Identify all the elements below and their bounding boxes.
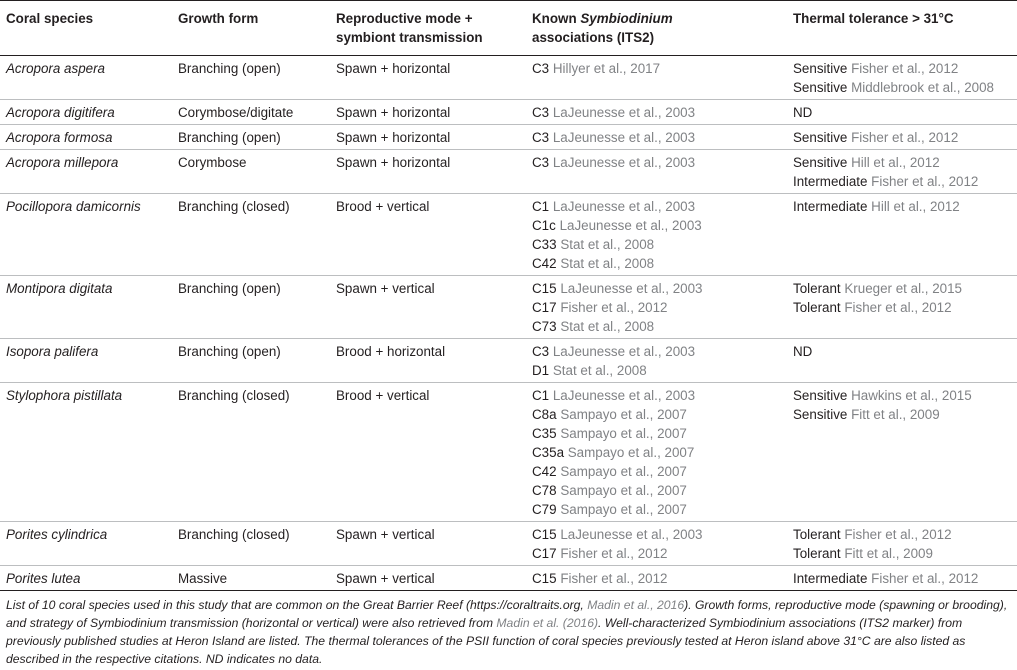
citation-link[interactable]: Sampayo et al., 2007 xyxy=(560,407,687,422)
species-cell: Porites lutea xyxy=(0,566,172,591)
citation-link[interactable]: Fisher et al., 2012 xyxy=(851,61,959,76)
clade-type: C3 xyxy=(532,344,550,359)
table-row xyxy=(0,150,1017,194)
thermal-tolerance-cell xyxy=(787,56,1017,100)
thermal-entry xyxy=(793,279,1011,298)
citation-link[interactable]: Hawkins et al., 2015 xyxy=(851,388,972,403)
growth-form-cell: Corymbose/digitate xyxy=(172,100,330,125)
tolerance-status: Sensitive xyxy=(793,80,848,95)
header-coral-species: Coral species xyxy=(0,1,172,56)
header-row xyxy=(0,1,1017,56)
citation-link[interactable]: LaJeunesse et al., 2003 xyxy=(552,388,696,403)
caption-citation-1[interactable]: Madin et al., 2016 xyxy=(587,598,685,612)
association-entry xyxy=(532,569,781,588)
symbiont-associations-cell xyxy=(526,383,787,522)
caption-part-2: ). Growth forms, reproductive mode (spawning or brooding), and strategy of Symbiodinium transmission (horizontal or vertical) were also retrieved from xyxy=(6,598,1008,630)
reproductive-mode-cell: Spawn + horizontal xyxy=(330,125,526,150)
citation-link[interactable]: LaJeunesse et al., 2003 xyxy=(559,218,702,233)
species-cell: Acropora millepora xyxy=(0,150,172,194)
association-entry xyxy=(532,298,781,317)
citation-link[interactable]: LaJeunesse et al., 2003 xyxy=(560,281,703,296)
citation-link[interactable]: LaJeunesse et al., 2003 xyxy=(552,199,696,214)
clade-type: C35 xyxy=(532,426,557,441)
thermal-tolerance-cell xyxy=(787,125,1017,150)
species-cell: Isopora palifera xyxy=(0,339,172,383)
thermal-entry xyxy=(793,128,1011,147)
tolerance-status: Sensitive xyxy=(793,407,848,422)
citation-link[interactable]: Fitt et al., 2009 xyxy=(844,546,933,561)
reproductive-mode-cell: Brood + horizontal xyxy=(330,339,526,383)
table-row xyxy=(0,276,1017,339)
symbiont-associations-cell xyxy=(526,150,787,194)
species-cell: Stylophora pistillata xyxy=(0,383,172,522)
association-entry xyxy=(532,317,781,336)
association-entry xyxy=(532,342,781,361)
clade-type: C8a xyxy=(532,407,557,422)
citation-link[interactable]: LaJeunesse et al., 2003 xyxy=(560,527,703,542)
citation-link[interactable]: LaJeunesse et al., 2003 xyxy=(552,344,696,359)
citation-link[interactable]: LaJeunesse et al., 2003 xyxy=(552,105,696,120)
growth-form-cell: Branching (open) xyxy=(172,56,330,100)
citation-link[interactable]: Fisher et al., 2012 xyxy=(844,300,952,315)
growth-form-cell: Branching (open) xyxy=(172,125,330,150)
association-entry xyxy=(532,443,781,462)
association-entry xyxy=(532,235,781,254)
growth-form-cell: Branching (open) xyxy=(172,276,330,339)
clade-type: C35a xyxy=(532,445,565,460)
clade-type: C3 xyxy=(532,130,550,145)
thermal-entry xyxy=(793,172,1011,191)
caption-part-1: List of 10 coral species used in this study that are common on the Great Barrier Reef (https://coraltraits.org, xyxy=(6,598,588,612)
growth-form-cell: Branching (closed) xyxy=(172,194,330,276)
association-entry xyxy=(532,197,781,216)
clade-type: C15 xyxy=(532,571,557,586)
growth-form-cell: Corymbose xyxy=(172,150,330,194)
header-symbiodinium-associations xyxy=(526,1,787,56)
clade-type: C42 xyxy=(532,256,557,271)
clade-type: C1 xyxy=(532,199,550,214)
growth-form-cell: Massive xyxy=(172,566,330,591)
tolerance-status: Sensitive xyxy=(793,388,848,403)
citation-link[interactable]: Fitt et al., 2009 xyxy=(851,407,940,422)
reproductive-mode-cell: Spawn + vertical xyxy=(330,276,526,339)
tolerance-status: Tolerant xyxy=(793,546,841,561)
clade-type: C3 xyxy=(532,155,550,170)
thermal-tolerance-cell xyxy=(787,339,1017,383)
citation-link[interactable]: Fisher et al., 2012 xyxy=(844,527,952,542)
thermal-tolerance-cell xyxy=(787,100,1017,125)
clade-type: C17 xyxy=(532,300,557,315)
table-row xyxy=(0,522,1017,566)
clade-type: C78 xyxy=(532,483,557,498)
species-cell: Acropora digitifera xyxy=(0,100,172,125)
clade-type: C15 xyxy=(532,281,557,296)
symbiont-associations-cell xyxy=(526,100,787,125)
association-entry xyxy=(532,481,781,500)
association-entry xyxy=(532,254,781,273)
citation-link[interactable]: Stat et al., 2008 xyxy=(560,237,655,252)
tolerance-status: Sensitive xyxy=(793,155,848,170)
thermal-tolerance-cell xyxy=(787,383,1017,522)
citation-link[interactable]: Sampayo et al., 2007 xyxy=(567,445,695,460)
growth-form-cell: Branching (closed) xyxy=(172,522,330,566)
species-cell: Acropora formosa xyxy=(0,125,172,150)
table-row xyxy=(0,194,1017,276)
thermal-entry xyxy=(793,342,1011,361)
symbiont-associations-cell xyxy=(526,566,787,591)
association-entry xyxy=(532,544,781,563)
header-assoc-line2: associations (ITS2) xyxy=(532,30,655,45)
citation-link[interactable]: Stat et al., 2008 xyxy=(560,319,655,334)
caption-part-3: . Well-characterized Symbiodinium associations (ITS2 marker) from previously published studies at Heron Island are listed. The thermal tolerances of the PSII function of coral species previously tested at Heron island above 31°C are also listed as described in the respective citations. ND indicates no data. xyxy=(6,616,966,666)
association-entry xyxy=(532,500,781,519)
citation-link[interactable]: Fisher et al., 2012 xyxy=(871,174,979,189)
citation-link[interactable]: Sampayo et al., 2007 xyxy=(560,426,687,441)
caption-citation-2[interactable]: Madin et al. (2016) xyxy=(496,616,599,630)
tolerance-status: Sensitive xyxy=(793,130,848,145)
clade-type: C73 xyxy=(532,319,557,334)
citation-link[interactable]: Hillyer et al., 2017 xyxy=(552,61,661,76)
association-entry xyxy=(532,103,781,122)
association-entry xyxy=(532,216,781,235)
association-entry xyxy=(532,361,781,380)
clade-type: C42 xyxy=(532,464,557,479)
citation-link[interactable]: Fisher et al., 2012 xyxy=(560,546,668,561)
reproductive-mode-cell: Spawn + horizontal xyxy=(330,100,526,125)
association-entry xyxy=(532,525,781,544)
symbiont-associations-cell xyxy=(526,194,787,276)
citation-link[interactable]: Middlebrook et al., 2008 xyxy=(851,80,995,95)
tolerance-status: Tolerant xyxy=(793,300,841,315)
table-row xyxy=(0,125,1017,150)
table-row xyxy=(0,100,1017,125)
thermal-entry xyxy=(793,298,1011,317)
citation-link[interactable]: Sampayo et al., 2007 xyxy=(560,483,687,498)
header-assoc-genus: Symbiodinium xyxy=(580,11,673,26)
citation-link[interactable]: Hill et al., 2012 xyxy=(871,199,960,214)
species-cell: Porites cylindrica xyxy=(0,522,172,566)
header-assoc-prefix: Known xyxy=(532,11,581,26)
table-row xyxy=(0,56,1017,100)
header-repro-line1: Reproductive mode + xyxy=(336,11,473,26)
reproductive-mode-cell: Spawn + horizontal xyxy=(330,150,526,194)
species-cell: Pocillopora damicornis xyxy=(0,194,172,276)
association-entry xyxy=(532,128,781,147)
citation-link[interactable]: LaJeunesse et al., 2003 xyxy=(552,130,696,145)
thermal-entry xyxy=(793,153,1011,172)
citation-link[interactable]: Fisher et al., 2012 xyxy=(851,130,959,145)
clade-type: C3 xyxy=(532,61,550,76)
citation-link[interactable]: Fisher et al., 2012 xyxy=(871,571,979,586)
thermal-tolerance-cell xyxy=(787,522,1017,566)
thermal-entry xyxy=(793,525,1011,544)
citation-link[interactable]: Fisher et al., 2012 xyxy=(560,300,668,315)
citation-link[interactable]: Sampayo et al., 2007 xyxy=(560,502,687,517)
citation-link[interactable]: Hill et al., 2012 xyxy=(851,155,940,170)
thermal-tolerance-cell xyxy=(787,276,1017,339)
tolerance-status: Intermediate xyxy=(793,571,868,586)
table-row xyxy=(0,566,1017,591)
thermal-entry xyxy=(793,405,1011,424)
thermal-entry xyxy=(793,544,1011,563)
clade-type: C1 xyxy=(532,388,550,403)
symbiont-associations-cell xyxy=(526,125,787,150)
species-cell: Acropora aspera xyxy=(0,56,172,100)
tolerance-status: ND xyxy=(793,105,813,120)
header-thermal-tolerance: Thermal tolerance > 31°C xyxy=(787,1,1017,56)
table-header xyxy=(0,1,1017,56)
association-entry xyxy=(532,405,781,424)
citation-link[interactable]: Fisher et al., 2012 xyxy=(560,571,668,586)
growth-form-cell: Branching (open) xyxy=(172,339,330,383)
association-entry xyxy=(532,279,781,298)
tolerance-status: Tolerant xyxy=(793,527,841,542)
tolerance-status: Tolerant xyxy=(793,281,841,296)
table-body xyxy=(0,56,1017,591)
symbiont-associations-cell xyxy=(526,522,787,566)
clade-type: C79 xyxy=(532,502,557,517)
reproductive-mode-cell: Spawn + vertical xyxy=(330,566,526,591)
citation-link[interactable]: Stat et al., 2008 xyxy=(552,363,647,378)
table-row xyxy=(0,339,1017,383)
thermal-entry xyxy=(793,386,1011,405)
clade-type: C15 xyxy=(532,527,557,542)
citation-link[interactable]: LaJeunesse et al., 2003 xyxy=(552,155,696,170)
table-row xyxy=(0,383,1017,522)
citation-link[interactable]: Sampayo et al., 2007 xyxy=(560,464,687,479)
reproductive-mode-cell: Spawn + horizontal xyxy=(330,56,526,100)
reproductive-mode-cell: Brood + vertical xyxy=(330,383,526,522)
thermal-entry xyxy=(793,197,1011,216)
table-caption xyxy=(6,596,1010,668)
symbiont-associations-cell xyxy=(526,276,787,339)
tolerance-status: Intermediate xyxy=(793,174,868,189)
thermal-entry-group xyxy=(793,59,1011,97)
tolerance-status: ND xyxy=(793,344,813,359)
tolerance-status: Sensitive xyxy=(793,61,848,76)
symbiont-associations-cell xyxy=(526,56,787,100)
clade-type: C33 xyxy=(532,237,557,252)
symbiont-associations-cell xyxy=(526,339,787,383)
clade-type: C17 xyxy=(532,546,557,561)
tolerance-status: Intermediate xyxy=(793,199,868,214)
thermal-entry xyxy=(793,569,1011,588)
association-entry xyxy=(532,59,781,78)
citation-link[interactable]: Stat et al., 2008 xyxy=(560,256,655,271)
growth-form-cell: Branching (closed) xyxy=(172,383,330,522)
header-growth-form: Growth form xyxy=(172,1,330,56)
citation-link[interactable]: Krueger et al., 2015 xyxy=(844,281,962,296)
association-entry xyxy=(532,153,781,172)
reproductive-mode-cell: Spawn + vertical xyxy=(330,522,526,566)
association-entry xyxy=(532,424,781,443)
header-reproductive-mode xyxy=(330,1,526,56)
reproductive-mode-cell: Brood + vertical xyxy=(330,194,526,276)
thermal-entry xyxy=(793,103,1011,122)
clade-type: C3 xyxy=(532,105,550,120)
species-cell: Montipora digitata xyxy=(0,276,172,339)
thermal-tolerance-cell xyxy=(787,566,1017,591)
association-entry xyxy=(532,386,781,405)
association-entry xyxy=(532,462,781,481)
clade-type: D1 xyxy=(532,363,550,378)
thermal-tolerance-cell xyxy=(787,194,1017,276)
clade-type: C1c xyxy=(532,218,556,233)
header-assoc-line1 xyxy=(532,9,781,28)
thermal-tolerance-cell xyxy=(787,150,1017,194)
header-repro-line2: symbiont transmission xyxy=(336,30,483,45)
